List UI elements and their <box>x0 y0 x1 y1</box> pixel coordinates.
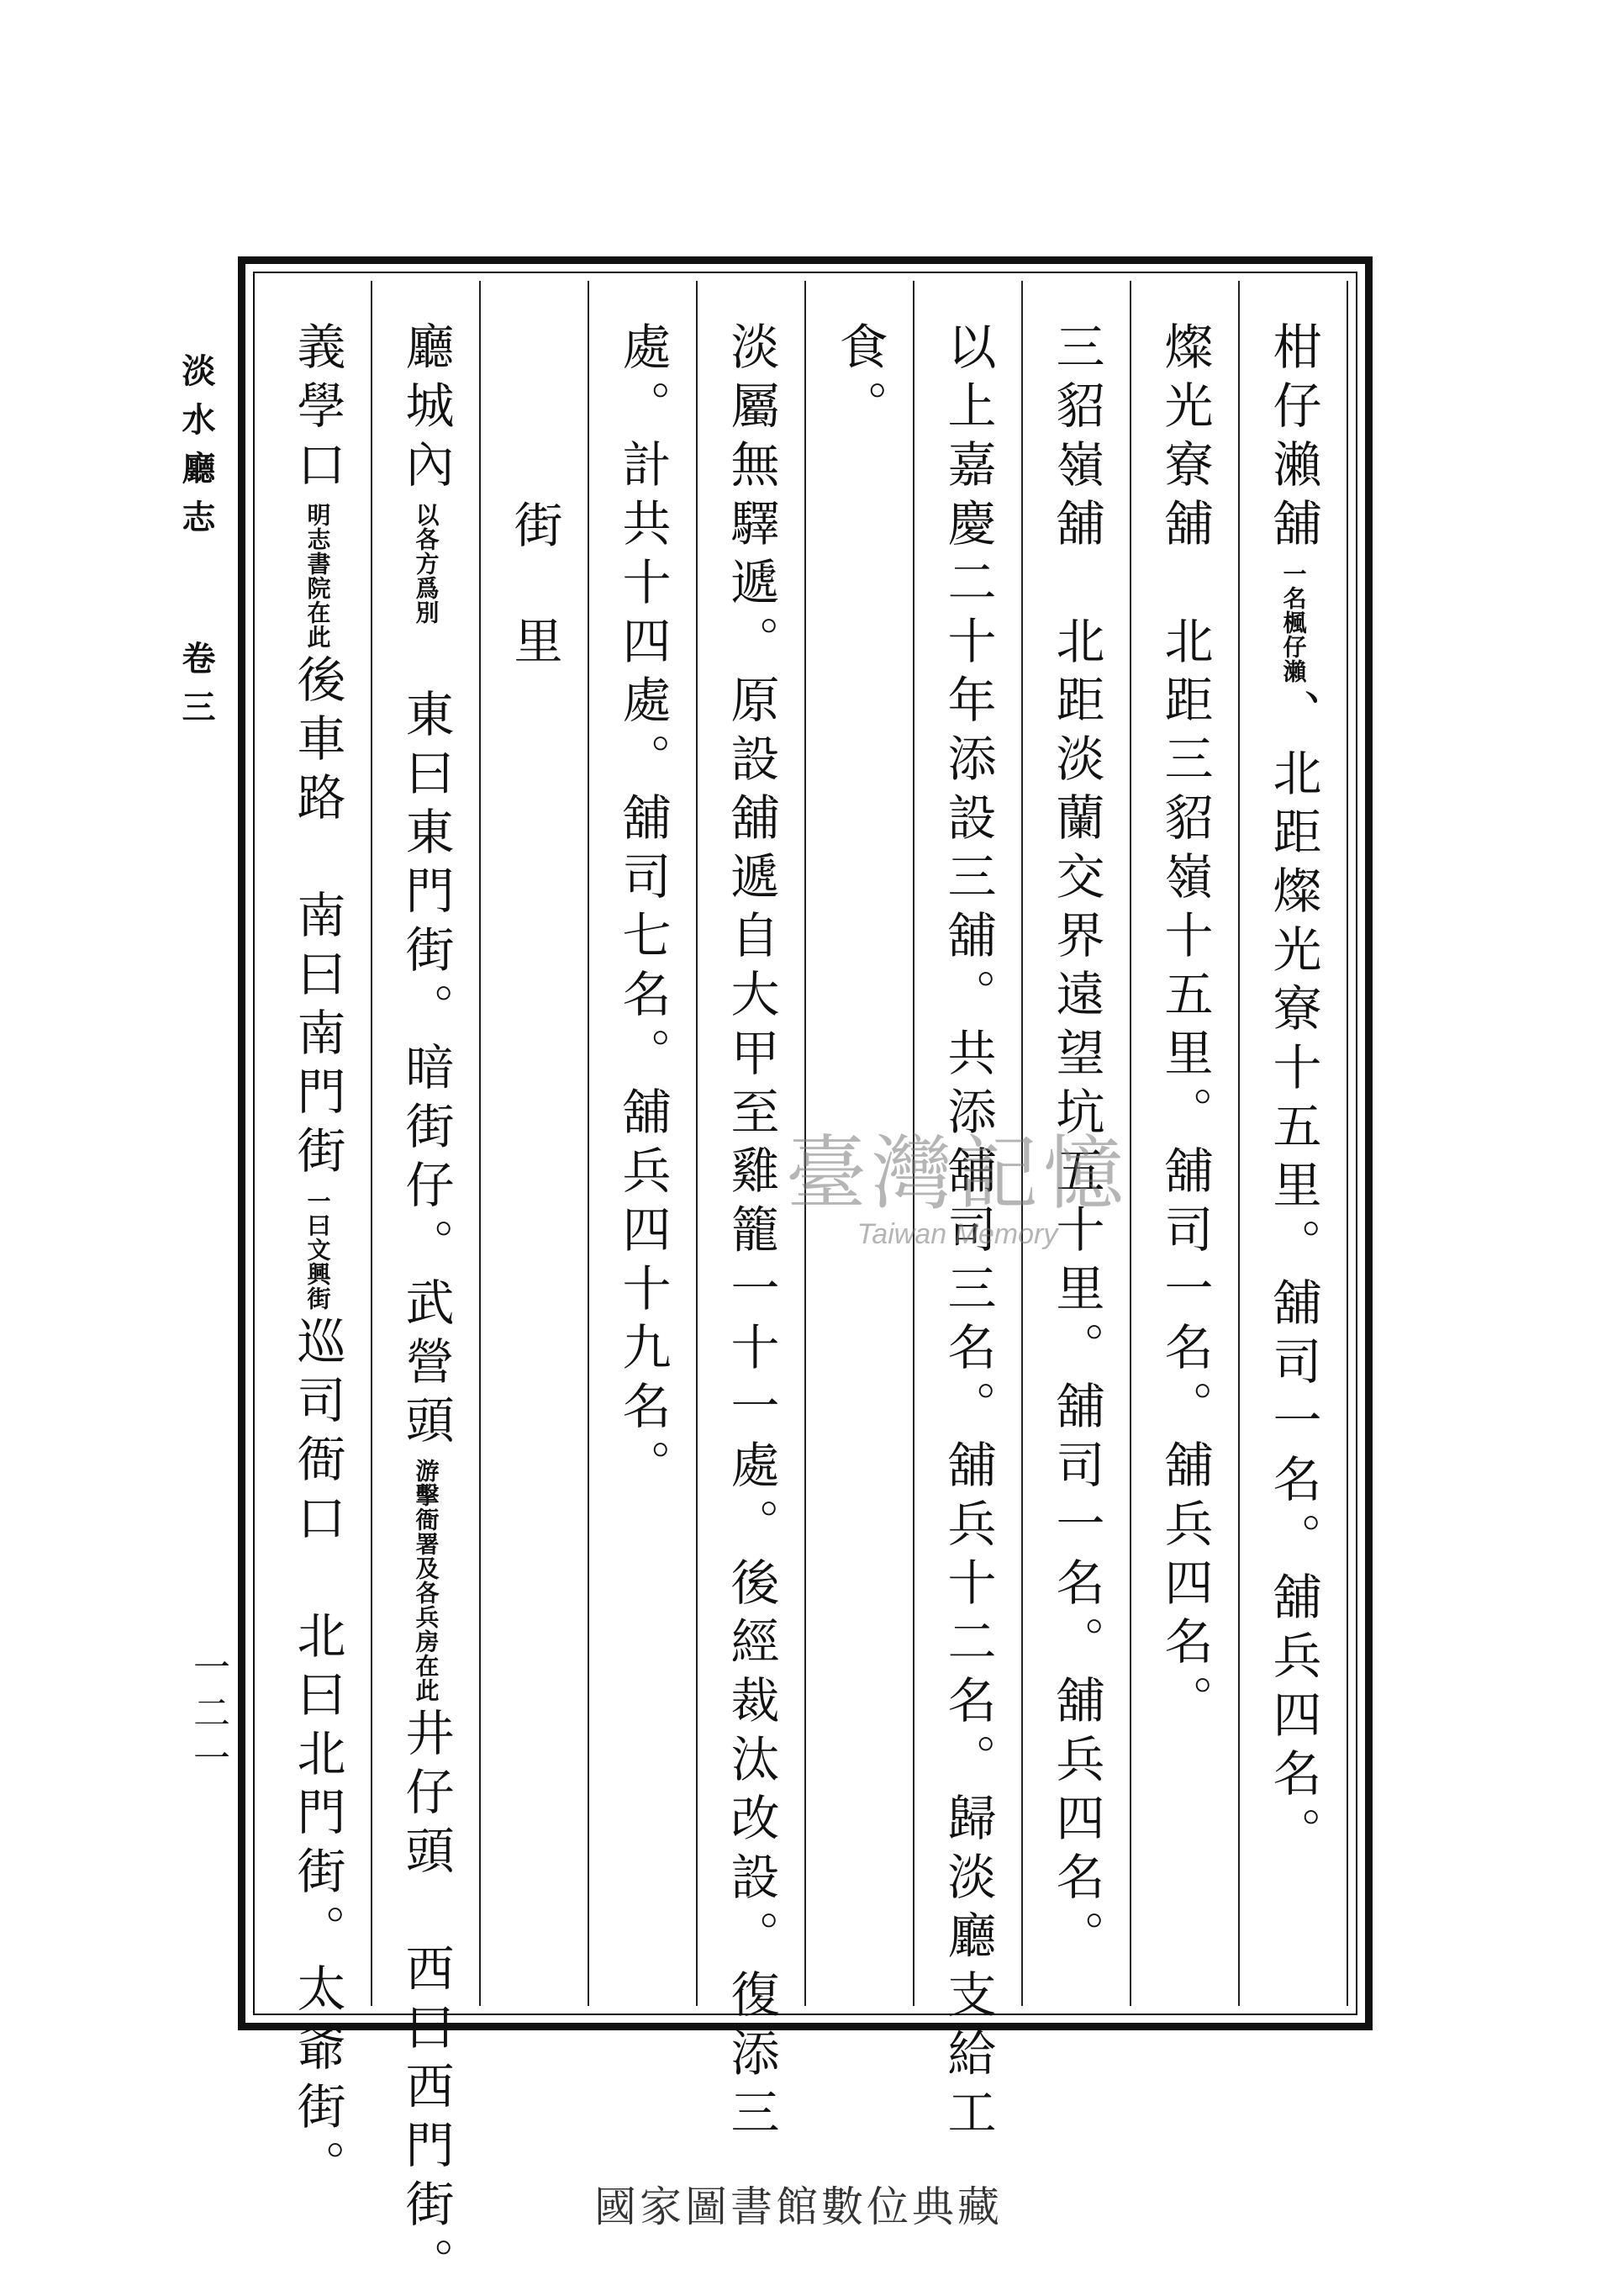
watermark-logo-text: 臺灣記憶 <box>786 1127 1129 1221</box>
book-title: 淡水廳志 <box>177 353 216 548</box>
interlinear-note: 一名楓仔瀨 <box>1279 562 1308 684</box>
text-column <box>372 281 481 2296</box>
column-text <box>614 281 672 2006</box>
interlinear-note: 游擊衙署及各兵房在此 <box>412 1459 440 1702</box>
interlinear-note: 一曰文興街 <box>303 1189 332 1311</box>
text-run: 處。計共十四處。舖司七名。舖兵四十九名。 <box>614 321 672 1498</box>
margin-title-strip <box>172 353 220 738</box>
text-run: 柑仔瀨舖 <box>1264 321 1322 557</box>
interlinear-note: 以各方爲別 <box>412 503 440 625</box>
footer-credit: 國家圖書館數位典藏 <box>594 2183 1003 2231</box>
text-run: 井仔頭 西曰西門街。 <box>397 1707 455 2296</box>
watermark-subtitle: Taiwan Memory <box>856 1218 1058 1250</box>
text-column <box>264 281 372 2198</box>
column-text <box>1264 281 1322 2006</box>
text-run: 巡司衙口 北曰北門街。太爺街。 <box>288 1316 346 2198</box>
text-run: 義學口 <box>288 321 346 498</box>
text-run: 三貂嶺舖 北距淡蘭交界遠望坑五十里。舖司一名。舖兵四名。 <box>1047 321 1105 1969</box>
text-run: 燦光寮舖 北距三貂嶺十五里。舖司一名。舖兵四名。 <box>1156 321 1214 1734</box>
text-run: 以上嘉慶二十年添設三舖。共添舖司三名。舖兵十二名。歸淡廳支給工 <box>939 321 997 2146</box>
text-run: 食。 <box>830 321 888 439</box>
text-run: 、北距燦光寮十五里。舖司一名。舖兵四名。 <box>1264 689 1322 1866</box>
watermark <box>786 1110 1129 1251</box>
interlinear-note: 明志書院在此 <box>303 503 332 649</box>
text-run: 淡屬無驛遞。原設舖遞自大甲至雞籠一十一處。後經裁汰改設。復添三 <box>722 321 780 2146</box>
text-column <box>1240 281 1348 2006</box>
text-column <box>1131 281 1240 2006</box>
column-text <box>397 281 455 2296</box>
column-text <box>1156 281 1214 2006</box>
page-number: 一二一 <box>187 1648 229 1784</box>
text-run: 東曰東門街。暗街仔。武營頭 <box>397 630 455 1454</box>
column-text <box>288 281 346 2198</box>
section-heading <box>505 281 563 2006</box>
volume-label: 卷三 <box>177 641 216 738</box>
text-run: 後車路 南曰南門街 <box>288 654 346 1184</box>
section-heading-column <box>481 281 589 2006</box>
text-run: 街里 <box>505 499 563 731</box>
column-text <box>722 281 780 2146</box>
text-run: 廳城內 <box>397 321 455 498</box>
text-column <box>589 281 698 2006</box>
